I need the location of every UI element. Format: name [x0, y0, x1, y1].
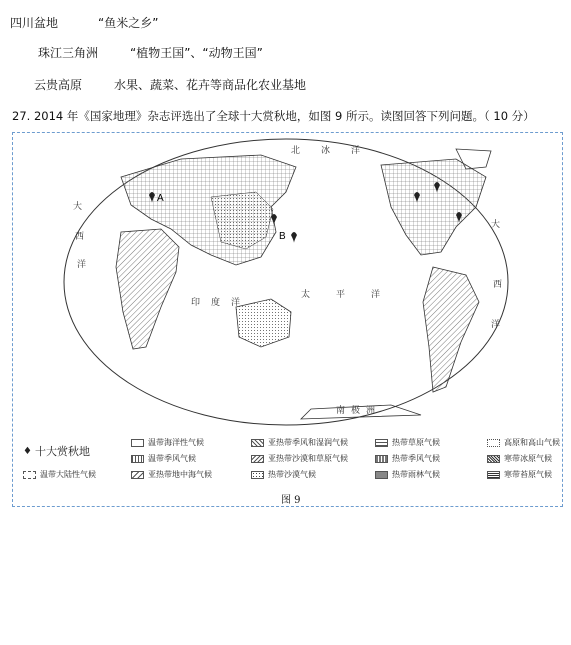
ocean-label: 印 — [191, 298, 201, 308]
legend-swatch — [131, 471, 144, 479]
ocean-label: 太 — [301, 290, 311, 300]
figure-caption: 图 9 — [281, 495, 301, 506]
legend-item: 热带草原气候 — [375, 437, 440, 448]
ocean-label: 西 — [493, 280, 503, 290]
legend-swatch — [131, 455, 144, 463]
row-yungui — [34, 76, 306, 93]
leaf-icon: ♦ — [23, 445, 32, 457]
ocean-label: 南 — [336, 406, 346, 416]
ocean-label: 洋 — [371, 290, 381, 300]
legend-item: 温带大陆性气候 — [23, 469, 96, 480]
legend-swatch — [487, 439, 500, 447]
legend-swatch — [487, 471, 500, 479]
ocean-label: 洋 — [77, 260, 87, 270]
ocean-label: 平 — [336, 290, 346, 300]
region-name: 珠江三角洲 — [38, 46, 99, 60]
ocean-label: 大 — [73, 202, 83, 212]
legend-swatch — [375, 455, 388, 463]
ocean-label: 冰 — [321, 146, 331, 156]
region-desc: 水果、蔬菜、花卉等商品化农业基地 — [114, 78, 307, 92]
region-name: 云贵高原 — [34, 78, 83, 92]
legend-item: 热带季风气候 — [375, 453, 440, 464]
ocean-label: 大 — [491, 220, 501, 230]
map-label-a: A — [157, 193, 164, 204]
legend-item: 寒带冰原气候 — [487, 453, 552, 464]
figure-frame — [12, 132, 563, 507]
legend-swatch — [375, 439, 388, 447]
ocean-label: 极 — [351, 406, 361, 416]
legend-item: 亚热带沙漠和草原气候 — [251, 453, 348, 464]
world-map — [61, 137, 511, 427]
legend-item-marker: ♦ 十大赏秋地 — [23, 445, 90, 458]
legend-item: 温带海洋性气候 — [131, 437, 204, 448]
region-name: 四川盆地 — [10, 16, 59, 30]
legend-item: 寒带苔原气候 — [487, 469, 552, 480]
legend-item: 热带沙漠气候 — [251, 469, 316, 480]
legend-swatch — [487, 455, 500, 463]
legend-item: 热带雨林气候 — [375, 469, 440, 480]
region-desc: “鱼米之乡” — [98, 16, 159, 30]
ocean-label: 洲 — [366, 406, 376, 416]
legend-item: 亚热带地中海气候 — [131, 469, 212, 480]
ocean-label: 洋 — [351, 146, 361, 156]
question-text: 27. 2014 年《国家地理》杂志评选出了全球十大赏秋地，如图 9 所示。读图回答下列问题。（ 10 分） — [12, 109, 535, 123]
legend-item: 温带季风气候 — [131, 453, 196, 464]
legend-item: 高原和高山气候 — [487, 437, 560, 448]
ocean-label: 洋 — [231, 298, 241, 308]
ocean-label: 北 — [291, 146, 301, 156]
ocean-label: 西 — [75, 232, 85, 242]
legend-swatch — [131, 439, 144, 447]
region-desc: “植物王国”、“动物王国” — [130, 46, 263, 60]
ocean-label: 度 — [211, 298, 221, 308]
legend-swatch — [251, 439, 264, 447]
row-pearl-river — [38, 44, 263, 61]
ocean-label: 洋 — [491, 320, 501, 330]
legend-swatch — [251, 471, 264, 479]
legend-swatch — [23, 471, 36, 479]
legend-swatch — [251, 455, 264, 463]
row-sichuan — [10, 14, 158, 31]
legend-swatch — [375, 471, 388, 479]
map-label-b: B — [279, 231, 286, 242]
legend-item: 亚热带季风和湿润气候 — [251, 437, 348, 448]
